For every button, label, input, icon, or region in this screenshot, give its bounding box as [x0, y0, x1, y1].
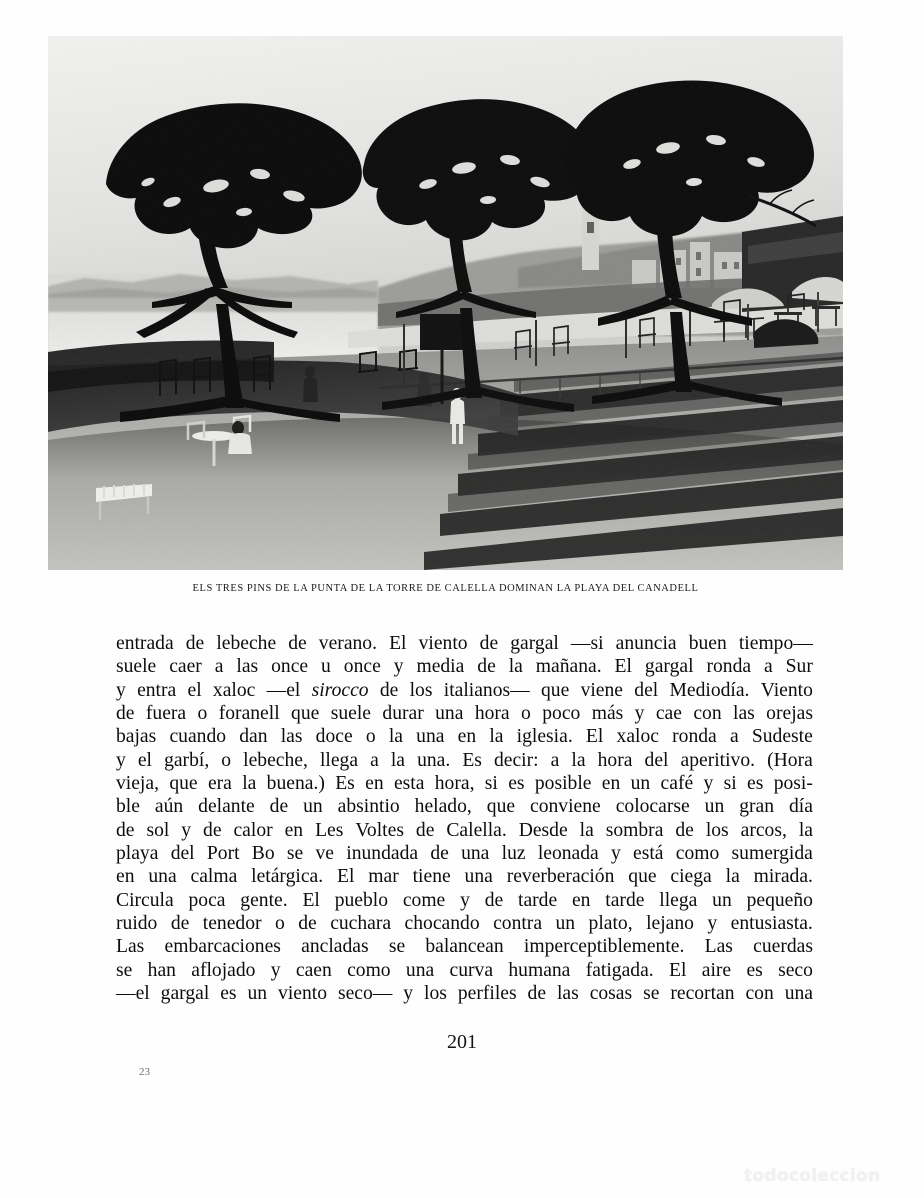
text-line: [116, 632, 813, 655]
word: cae: [655, 703, 682, 725]
word: de: [288, 633, 307, 654]
word: que: [291, 703, 320, 725]
word: gargal: [510, 633, 559, 654]
word: recortan: [670, 983, 735, 1005]
word: mirada.: [753, 866, 813, 888]
text-line: [116, 772, 813, 795]
word: durar: [382, 703, 424, 725]
word: media: [416, 656, 465, 678]
word: a: [729, 726, 739, 748]
word: una: [405, 959, 435, 981]
word: los: [424, 983, 447, 1005]
word: viento: [418, 633, 468, 654]
word: y: [116, 749, 126, 771]
word: plato,: [588, 913, 633, 935]
word: viene: [580, 679, 623, 701]
word: once: [271, 656, 309, 678]
word: helado,: [414, 796, 472, 818]
word: más: [591, 703, 624, 725]
text-line: [116, 912, 813, 935]
word: caer: [169, 656, 202, 678]
word: una.: [417, 749, 451, 771]
word: Les: [315, 819, 344, 841]
word: absintio: [337, 796, 400, 818]
word: café: [660, 773, 694, 795]
word: que: [628, 866, 657, 888]
word: inundada: [346, 843, 419, 865]
word: Es: [462, 749, 482, 771]
word: hora: [597, 749, 633, 771]
word: y: [116, 679, 126, 701]
word: de: [479, 633, 499, 654]
word: de: [379, 679, 399, 701]
word: del: [634, 679, 659, 701]
word: el: [187, 679, 202, 701]
word: un: [555, 913, 576, 935]
word: verano.: [318, 633, 378, 654]
word: perfiles: [457, 983, 517, 1005]
word: doce: [315, 726, 353, 748]
word: xaloc: [212, 679, 256, 701]
word: de: [675, 819, 694, 841]
word: de: [430, 843, 449, 865]
word: calma: [190, 866, 238, 888]
page-number: 201: [447, 1031, 477, 1053]
word: o: [365, 726, 376, 748]
word: luz: [501, 843, 526, 865]
word: Las: [116, 936, 145, 958]
word: El: [337, 866, 355, 888]
word: El: [614, 656, 632, 678]
word: reverberación: [506, 866, 615, 888]
word: dan: [239, 726, 268, 748]
word: si: [723, 773, 737, 795]
word: una: [416, 726, 445, 748]
word: el: [137, 749, 152, 771]
word: aperitivo.: [680, 749, 756, 771]
word: xaloc: [616, 726, 659, 748]
word: buen: [688, 633, 727, 654]
word: la: [390, 749, 405, 771]
word: Desde: [518, 819, 568, 841]
word: a: [370, 749, 379, 771]
word: o: [521, 703, 531, 725]
watermark: todocoleccion: [744, 1166, 881, 1186]
word: u: [321, 656, 331, 678]
word: chocando: [404, 913, 480, 935]
word: de: [298, 913, 317, 935]
word: los: [409, 679, 433, 701]
word: la: [579, 819, 594, 841]
word: lebeche,: [243, 749, 308, 771]
word: foranell: [218, 703, 280, 725]
word: fatigada.: [585, 959, 654, 981]
word: tiene: [412, 866, 451, 888]
word: se: [286, 843, 304, 865]
word: en: [284, 819, 304, 841]
word: hora: [474, 703, 510, 725]
word: leonada: [537, 843, 599, 865]
word: lejano: [646, 913, 694, 935]
word: o: [221, 749, 232, 771]
word: tenedor: [202, 913, 262, 935]
word: de: [527, 983, 547, 1005]
word: tarde: [518, 889, 558, 911]
word: Las: [704, 936, 733, 958]
word: ve: [315, 843, 334, 865]
word: la: [388, 726, 403, 748]
word: (Hora: [767, 749, 813, 771]
word: El: [389, 633, 407, 654]
word: las: [556, 983, 579, 1005]
word: sirocco: [311, 679, 369, 701]
word: las: [733, 703, 755, 725]
word: a: [764, 656, 773, 678]
word: seco—: [337, 983, 393, 1005]
word: y: [703, 773, 714, 795]
word: buena.): [266, 773, 325, 795]
word: un: [247, 983, 268, 1005]
word: ble: [116, 796, 140, 818]
word: aflojado: [191, 959, 256, 981]
word: de: [116, 819, 135, 841]
word: que: [169, 773, 198, 795]
word: es: [746, 959, 763, 981]
word: come: [402, 889, 446, 911]
word: o: [274, 913, 285, 935]
word: tarde: [605, 889, 645, 911]
text-line: [116, 889, 813, 912]
word: es: [508, 773, 525, 795]
text-line: [116, 959, 813, 982]
word: de: [116, 703, 135, 725]
word: suele: [116, 656, 157, 678]
word: cuerdas: [753, 936, 813, 958]
word: entrada: [116, 633, 174, 654]
word: y: [611, 843, 621, 865]
text-line: [116, 865, 813, 888]
word: seco: [778, 959, 813, 981]
word: embarcaciones: [164, 936, 281, 958]
word: que: [486, 796, 516, 818]
photo-caption: ELS TRES PINS DE LA PUNTA DE LA TORRE DE CALELLA DOMINAN LA PLAYA DEL CANADELL: [192, 583, 699, 594]
word: pequeño: [746, 889, 813, 911]
word: mañana.: [535, 656, 602, 678]
word: ronda: [706, 656, 752, 678]
word: cuando: [169, 726, 227, 748]
word: en: [116, 866, 135, 888]
word: vieja,: [116, 773, 159, 795]
word: humana: [508, 959, 571, 981]
word: —el: [116, 983, 150, 1005]
word: de: [477, 656, 496, 678]
word: y: [270, 959, 281, 981]
word: llega: [659, 889, 698, 911]
word: era: [207, 773, 232, 795]
word: italianos—: [443, 679, 530, 701]
word: en: [365, 773, 384, 795]
word: ciega: [670, 866, 712, 888]
word: gran: [739, 796, 775, 818]
word: viento: [278, 983, 327, 1005]
word: se: [643, 983, 660, 1005]
word: a: [214, 656, 224, 678]
word: de: [484, 889, 504, 911]
photograph: [48, 36, 843, 570]
word: ruido: [116, 913, 158, 935]
word: pueblo: [334, 889, 389, 911]
text-line: [116, 982, 813, 1005]
word: orejas: [766, 703, 813, 725]
word: conviene: [530, 796, 601, 818]
word: con: [693, 703, 722, 725]
word: poco: [542, 703, 581, 725]
word: letárgica.: [251, 866, 324, 888]
word: en: [601, 773, 621, 795]
text-line: [116, 725, 813, 748]
word: de: [185, 633, 205, 654]
word: entusiasta.: [730, 913, 813, 935]
word: o: [197, 703, 208, 725]
word: decir:: [493, 749, 539, 771]
text-line: [116, 655, 813, 678]
word: aire: [701, 959, 732, 981]
word: Bo: [251, 843, 275, 865]
word: del: [170, 843, 195, 865]
word: gargal: [644, 656, 694, 678]
word: se: [388, 936, 406, 958]
word: está: [633, 843, 664, 865]
word: la: [489, 726, 504, 748]
text-line: [116, 702, 813, 725]
word: de: [415, 819, 435, 841]
word: imperceptiblemente.: [523, 936, 685, 958]
word: una: [148, 866, 177, 888]
word: la: [508, 656, 523, 678]
word: los: [705, 819, 729, 841]
word: suele: [330, 703, 371, 725]
word: que: [541, 679, 570, 701]
word: de: [203, 819, 222, 841]
word: Voltes: [355, 819, 404, 841]
word: —si: [570, 633, 604, 654]
word: se: [116, 959, 133, 981]
word: tiempo—: [738, 633, 813, 654]
word: la: [798, 819, 813, 841]
word: playa: [116, 843, 159, 865]
word: una: [461, 843, 490, 865]
word: Circula: [116, 889, 174, 911]
text-line: [116, 679, 813, 702]
word: un: [704, 796, 725, 818]
word: y: [634, 703, 645, 725]
word: han: [147, 959, 176, 981]
word: la: [242, 773, 257, 795]
word: gente.: [240, 889, 288, 911]
word: con: [745, 983, 774, 1005]
word: Sudeste: [751, 726, 813, 748]
word: arcos,: [740, 819, 787, 841]
word: —el: [266, 679, 301, 701]
word: caen: [295, 959, 332, 981]
word: El: [669, 959, 687, 981]
signature-mark: 23: [139, 1066, 150, 1078]
word: mar: [368, 866, 399, 888]
word: cosas: [589, 983, 633, 1005]
word: llega: [319, 749, 359, 771]
word: en: [457, 726, 477, 748]
body-text: [116, 632, 813, 1006]
word: y: [403, 983, 414, 1005]
word: las: [236, 656, 259, 678]
word: El: [302, 889, 320, 911]
word: un: [303, 796, 323, 818]
word: posi-: [773, 773, 813, 795]
word: bajas: [116, 726, 157, 748]
word: Mediodía.: [669, 679, 750, 701]
word: y: [181, 819, 192, 841]
word: de: [170, 913, 190, 935]
word: y: [707, 913, 718, 935]
word: Calella.: [446, 819, 507, 841]
word: calor: [233, 819, 273, 841]
word: cuchara: [330, 913, 392, 935]
word: una: [435, 703, 464, 725]
word: sol: [146, 819, 170, 841]
text-line: [116, 795, 813, 818]
word: en: [571, 889, 591, 911]
word: es: [220, 983, 237, 1005]
word: sumergida: [731, 843, 813, 865]
word: la: [571, 749, 586, 771]
word: aún: [154, 796, 184, 818]
word: hora,: [434, 773, 475, 795]
word: garbí,: [164, 749, 210, 771]
word: Port: [206, 843, 240, 865]
text-line: [116, 842, 813, 865]
word: curva: [449, 959, 494, 981]
word: y: [460, 889, 470, 911]
word: esta: [393, 773, 425, 795]
word: anuncia: [615, 633, 677, 654]
word: contra: [493, 913, 543, 935]
word: entra: [137, 679, 177, 701]
text-line: [116, 935, 813, 958]
word: una: [464, 866, 493, 888]
word: gargal: [160, 983, 210, 1005]
word: once: [343, 656, 381, 678]
word: poca: [188, 889, 226, 911]
word: colocarse: [615, 796, 690, 818]
word: balancean: [425, 936, 504, 958]
word: día: [788, 796, 813, 818]
text-line: [116, 749, 813, 772]
word: ancladas: [301, 936, 369, 958]
word: un: [712, 889, 732, 911]
word: del: [644, 749, 669, 771]
word: fuera: [145, 703, 187, 725]
text-line: [116, 819, 813, 842]
word: si: [484, 773, 498, 795]
word: la: [725, 866, 740, 888]
word: Es: [335, 773, 355, 795]
photo-figure: [48, 36, 843, 570]
word: de: [269, 796, 289, 818]
word: y: [393, 656, 404, 678]
word: Viento: [760, 679, 813, 701]
word: las: [280, 726, 303, 748]
word: iglesia.: [516, 726, 573, 748]
word: una: [784, 983, 813, 1005]
word: un: [630, 773, 651, 795]
word: como: [347, 959, 391, 981]
word: El: [585, 726, 604, 748]
word: a: [550, 749, 560, 771]
word: es: [747, 773, 764, 795]
word: posible: [534, 773, 592, 795]
word: delante: [198, 796, 255, 818]
word: Sur: [785, 656, 813, 678]
word: sombra: [605, 819, 664, 841]
word: lebeche: [216, 633, 277, 654]
word: ronda: [672, 726, 717, 748]
word: como: [675, 843, 720, 865]
